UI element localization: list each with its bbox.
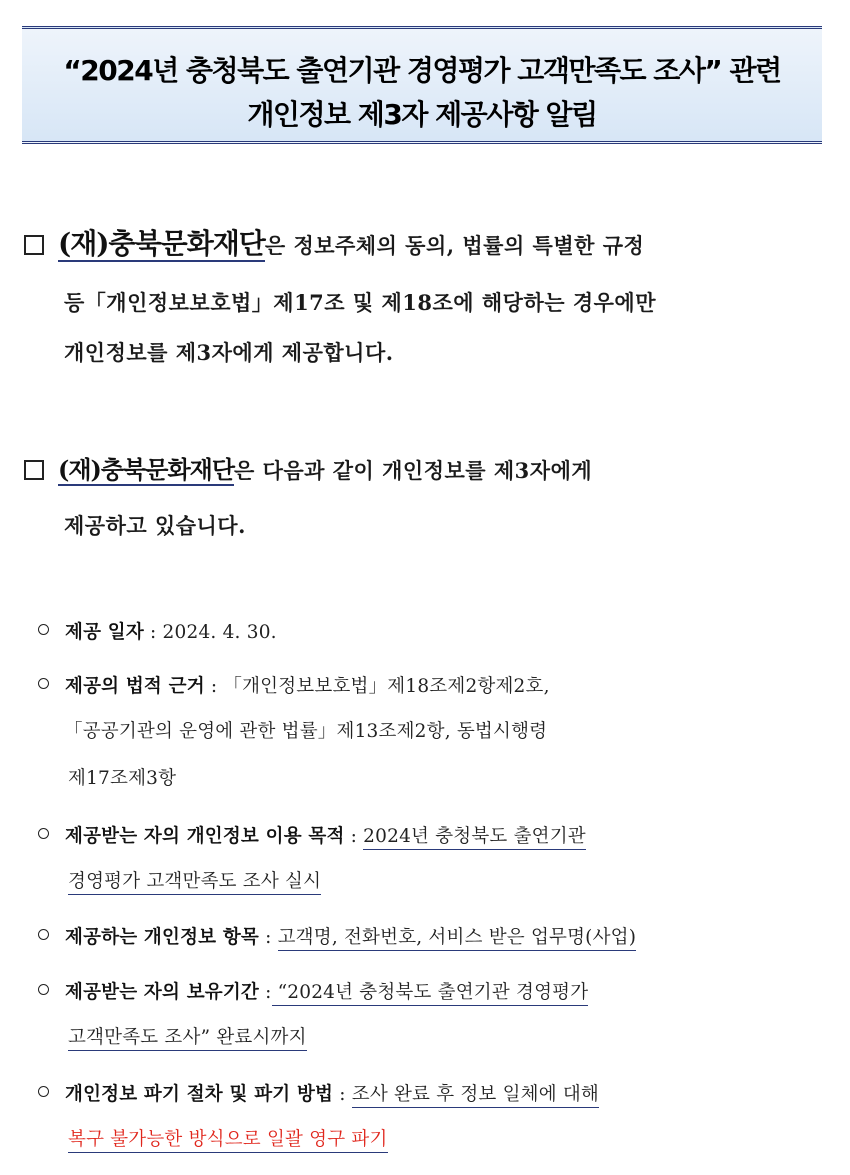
basis-line3: 제17조제3항	[68, 768, 177, 789]
org-name: (재)충북문화재단	[58, 455, 234, 484]
section2-line1	[24, 450, 592, 485]
section1-line3: 개인정보를 제3자에게 제공합니다.	[64, 340, 394, 365]
section2-line2: 제공하고 있습니다.	[64, 513, 246, 538]
title-banner	[22, 26, 822, 144]
list-item-fields: 제공하는 개인정보 항목 : 고객명, 전화번호, 서비스 받은 업무명(사업)	[38, 923, 636, 949]
section1-line1	[24, 222, 644, 262]
list-item-basis: 제공의 법적 근거 : 「개인정보보호법」제18조제2항제2호,	[38, 672, 550, 698]
section1-text: 은 정보주체의 동의, 법률의 특별한 규정	[264, 233, 645, 258]
purpose-line2: 경영평가 고객만족도 조사 실시	[68, 867, 321, 893]
page-title-line1: “2024년 충청북도 출연기관 경영평가 고객만족도 조사” 관련	[63, 54, 781, 87]
circle-bullet-icon	[38, 984, 49, 995]
list-item-purpose: 제공받는 자의 개인정보 이용 목적 : 2024년 충청북도 출연기관	[38, 822, 586, 848]
destroy-line2: 복구 불가능한 방식으로 일괄 영구 파기	[68, 1125, 388, 1151]
list-item-destroy: 개인정보 파기 절차 및 파기 방법 : 조사 완료 후 정보 일체에 대해	[38, 1080, 599, 1106]
basis-line2: 「공공기관의 운영에 관한 법률」제13조제2항, 동법시행령	[64, 721, 548, 742]
page-title-line2: 개인정보 제3자 제공사항 알림	[247, 98, 597, 131]
circle-bullet-icon	[38, 678, 49, 689]
list-item-retention: 제공받는 자의 보유기간 : “2024년 충청북도 출연기관 경영평가	[38, 978, 588, 1004]
list-item-date: 제공 일자 : 2024. 4. 30.	[38, 618, 277, 644]
circle-bullet-icon	[38, 929, 49, 940]
org-name: (재)충북문화재단	[58, 227, 265, 260]
checkbox-square-icon	[24, 460, 44, 480]
section1-line2: 등「개인정보보호법」제17조 및 제18조에 해당하는 경우에만	[64, 290, 656, 315]
section2-text: 은 다음과 같이 개인정보를 제3자에게	[234, 458, 593, 483]
circle-bullet-icon	[38, 624, 49, 635]
retention-line2: 고객만족도 조사” 완료시까지	[68, 1023, 307, 1049]
circle-bullet-icon	[38, 828, 49, 839]
checkbox-square-icon	[24, 235, 44, 255]
circle-bullet-icon	[38, 1086, 49, 1097]
